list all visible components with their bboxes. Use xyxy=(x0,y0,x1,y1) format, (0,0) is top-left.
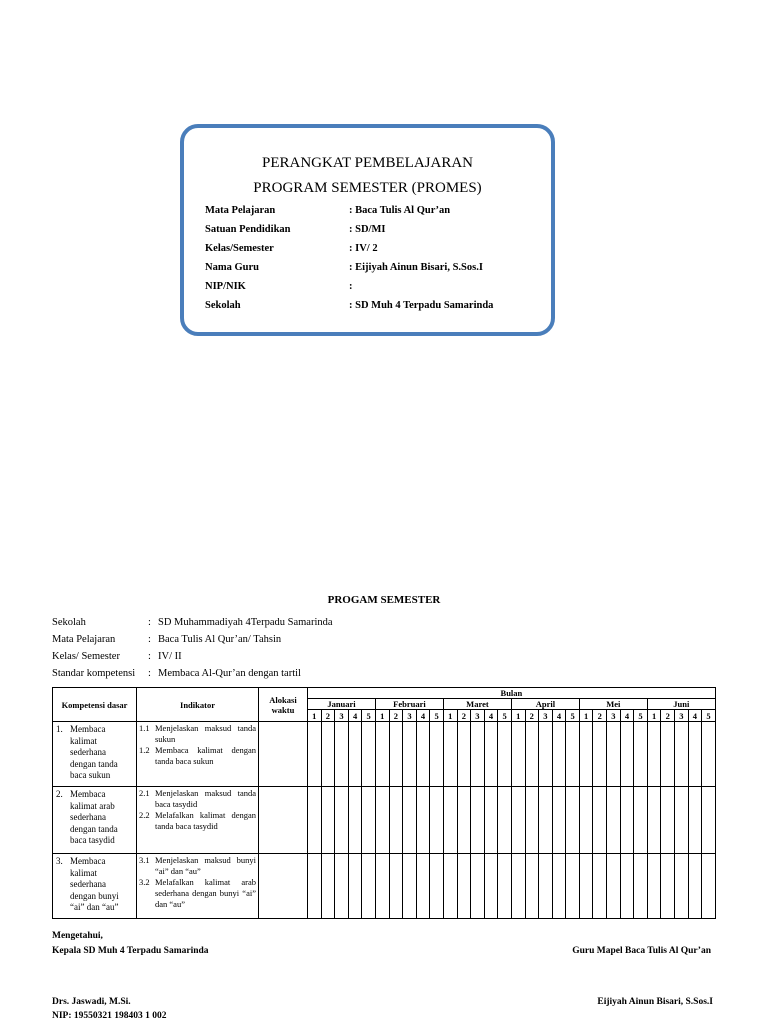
alokasi-cell xyxy=(259,787,308,854)
kompetensi-text: Membaca kalimat arab sederhana dengan tanda baca tasydid xyxy=(70,789,118,845)
indikator-text: Menjelaskan maksud tanda baca tasydid xyxy=(155,788,256,809)
week-cell xyxy=(620,787,634,854)
indikator-item xyxy=(139,877,256,910)
info-row-standar-kompetensi xyxy=(52,668,333,685)
kompetensi-cell xyxy=(53,854,137,919)
week-cell xyxy=(335,722,349,787)
week-cell xyxy=(607,787,621,854)
indikator-text: Melafalkan kalimat dengan tanda baca tasydid xyxy=(155,810,256,831)
week-header: 2 xyxy=(321,710,335,722)
col-alokasi-header: Alokasi waktu xyxy=(259,688,308,722)
week-cell xyxy=(525,854,539,919)
week-header: 3 xyxy=(335,710,349,722)
info-row-sekolah xyxy=(52,617,333,634)
week-cell xyxy=(403,787,417,854)
cover-row-sekolah xyxy=(205,300,493,319)
indikator-number: 3.1 xyxy=(139,855,150,865)
week-cell xyxy=(321,854,335,919)
week-cell xyxy=(308,854,322,919)
cover-info xyxy=(205,205,493,319)
info-value: IV/ II xyxy=(158,651,182,662)
kepala-name: Drs. Jaswadi, M.Si. xyxy=(52,997,131,1007)
week-cell xyxy=(688,722,702,787)
week-cell xyxy=(579,787,593,854)
week-cell xyxy=(416,854,430,919)
week-cell xyxy=(443,787,457,854)
month-header: Juni xyxy=(647,699,715,710)
cover-label: Nama Guru xyxy=(205,262,259,273)
week-cell xyxy=(593,722,607,787)
info-label: Standar kompetensi xyxy=(52,668,136,679)
indikator-item xyxy=(139,723,256,745)
indikator-text: Menjelaskan maksud tanda sukun xyxy=(155,723,256,744)
info-label: Kelas/ Semester xyxy=(52,651,120,662)
week-header: 5 xyxy=(634,710,648,722)
info-separator: : xyxy=(148,634,151,645)
week-cell xyxy=(647,787,661,854)
cover-label: Mata Pelajaran xyxy=(205,205,276,216)
program-heading: PROGAM SEMESTER xyxy=(327,594,441,606)
info-value: Membaca Al-Qur’an dengan tartil xyxy=(158,668,301,679)
week-cell xyxy=(620,854,634,919)
kompetensi-text: Membaca kalimat sederhana dengan tanda baca sukun xyxy=(70,724,118,780)
week-cell xyxy=(498,787,512,854)
indikator-text: Menjelaskan maksud bunyi “ai” dan “au” xyxy=(155,855,256,876)
guru-name: Eijiyah Ainun Bisari, S.Sos.I xyxy=(597,997,713,1007)
week-cell xyxy=(593,787,607,854)
indikator-item xyxy=(139,745,256,767)
week-cell xyxy=(335,787,349,854)
info-label: Sekolah xyxy=(52,617,86,628)
week-header: 2 xyxy=(457,710,471,722)
kompetensi-cell xyxy=(53,722,137,787)
cover-label: NIP/NIK xyxy=(205,281,246,292)
week-cell xyxy=(348,787,362,854)
cover-value: : xyxy=(349,281,353,292)
week-cell xyxy=(321,722,335,787)
week-cell xyxy=(348,722,362,787)
week-cell xyxy=(579,722,593,787)
cover-row-nama-guru xyxy=(205,262,493,281)
week-cell xyxy=(552,722,566,787)
week-cell xyxy=(688,787,702,854)
week-header: 3 xyxy=(539,710,553,722)
week-header: 3 xyxy=(607,710,621,722)
week-cell xyxy=(457,854,471,919)
info-label: Mata Pelajaran xyxy=(52,634,116,645)
indikator-item xyxy=(139,810,256,832)
week-cell xyxy=(702,854,716,919)
table-row xyxy=(53,722,716,787)
week-cell xyxy=(566,854,580,919)
month-header: Mei xyxy=(579,699,647,710)
week-cell xyxy=(498,722,512,787)
week-cell xyxy=(661,787,675,854)
cover-value: : SD/MI xyxy=(349,224,386,235)
week-cell xyxy=(335,854,349,919)
week-cell xyxy=(403,854,417,919)
kompetensi-number: 2. xyxy=(56,789,63,799)
month-header: Februari xyxy=(375,699,443,710)
week-cell xyxy=(702,787,716,854)
week-header: 4 xyxy=(484,710,498,722)
week-header: 3 xyxy=(403,710,417,722)
week-header: 5 xyxy=(362,710,376,722)
cover-row-kelas-semester xyxy=(205,243,493,262)
week-cell xyxy=(552,854,566,919)
week-cell xyxy=(539,854,553,919)
week-cell xyxy=(430,787,444,854)
week-cell xyxy=(362,787,376,854)
month-header: Maret xyxy=(443,699,511,710)
week-cell xyxy=(308,722,322,787)
week-cell xyxy=(471,854,485,919)
info-value: SD Muhammadiyah 4Terpadu Samarinda xyxy=(158,617,333,628)
kepala-nip: NIP: 19550321 198403 1 002 xyxy=(52,1011,167,1021)
week-cell xyxy=(634,787,648,854)
cover-label: Sekolah xyxy=(205,300,241,311)
week-cell xyxy=(348,854,362,919)
week-cell xyxy=(634,854,648,919)
month-header: April xyxy=(511,699,579,710)
cover-value: : Eijiyah Ainun Bisari, S.Sos.I xyxy=(349,262,483,273)
program-table xyxy=(52,687,716,919)
week-cell xyxy=(675,854,689,919)
week-header: 1 xyxy=(647,710,661,722)
week-cell xyxy=(675,787,689,854)
week-header: 3 xyxy=(675,710,689,722)
kompetensi-number: 1. xyxy=(56,724,63,734)
week-cell xyxy=(389,787,403,854)
cover-label: Kelas/Semester xyxy=(205,243,274,254)
week-cell xyxy=(579,854,593,919)
week-cell xyxy=(525,787,539,854)
week-cell xyxy=(539,722,553,787)
week-header: 2 xyxy=(389,710,403,722)
week-cell xyxy=(688,854,702,919)
mengetahui-label: Mengetahui, xyxy=(52,931,103,941)
week-cell xyxy=(430,722,444,787)
week-header: 1 xyxy=(511,710,525,722)
info-separator: : xyxy=(148,651,151,662)
kompetensi-text: Membaca kalimat sederhana dengan bunyi “ai” dan “au” xyxy=(70,856,119,912)
week-header: 4 xyxy=(688,710,702,722)
week-cell xyxy=(634,722,648,787)
week-cell xyxy=(457,787,471,854)
cover-box xyxy=(180,124,555,336)
week-cell xyxy=(416,787,430,854)
week-cell xyxy=(607,854,621,919)
indikator-cell xyxy=(137,722,259,787)
alokasi-cell xyxy=(259,722,308,787)
week-header: 1 xyxy=(308,710,322,722)
indikator-item xyxy=(139,788,256,810)
indikator-text: Melafalkan kalimat arab sederhana dengan bunyi “ai” dan “au” xyxy=(155,877,256,909)
kompetensi-number: 3. xyxy=(56,856,63,866)
week-cell xyxy=(389,854,403,919)
week-cell xyxy=(511,854,525,919)
week-cell xyxy=(525,722,539,787)
week-cell xyxy=(443,722,457,787)
week-cell xyxy=(362,722,376,787)
week-cell xyxy=(620,722,634,787)
week-header: 4 xyxy=(348,710,362,722)
week-header: 1 xyxy=(443,710,457,722)
indikator-number: 3.2 xyxy=(139,877,150,887)
week-header: 1 xyxy=(579,710,593,722)
week-header: 5 xyxy=(430,710,444,722)
cover-title: PERANGKAT PEMBELAJARAN xyxy=(262,155,473,171)
week-cell xyxy=(511,722,525,787)
week-cell xyxy=(661,722,675,787)
info-separator: : xyxy=(148,617,151,628)
week-header: 4 xyxy=(620,710,634,722)
col-bulan-header: Bulan xyxy=(308,688,716,699)
week-cell xyxy=(566,722,580,787)
cover-row-mata-pelajaran xyxy=(205,205,493,224)
week-cell xyxy=(443,854,457,919)
week-cell xyxy=(647,854,661,919)
week-cell xyxy=(321,787,335,854)
cover-value: : SD Muh 4 Terpadu Samarinda xyxy=(349,300,494,311)
guru-title: Guru Mapel Baca Tulis Al Qur’an xyxy=(572,946,711,956)
cover-row-satuan-pendidikan xyxy=(205,224,493,243)
indikator-number: 1.1 xyxy=(139,723,150,733)
week-cell xyxy=(484,722,498,787)
indikator-number: 2.2 xyxy=(139,810,150,820)
info-value: Baca Tulis Al Qur’an/ Tahsin xyxy=(158,634,282,645)
indikator-item xyxy=(139,855,256,877)
week-cell xyxy=(484,787,498,854)
week-header: 1 xyxy=(375,710,389,722)
week-cell xyxy=(498,854,512,919)
info-row-mata-pelajaran xyxy=(52,634,333,651)
week-header: 4 xyxy=(552,710,566,722)
week-cell xyxy=(511,787,525,854)
cover-row-nip xyxy=(205,281,493,300)
col-kompetensi-header: Kompetensi dasar xyxy=(53,688,137,722)
week-cell xyxy=(593,854,607,919)
week-cell xyxy=(675,722,689,787)
info-separator: : xyxy=(148,668,151,679)
week-header: 2 xyxy=(661,710,675,722)
indikator-number: 1.2 xyxy=(139,745,150,755)
week-cell xyxy=(471,722,485,787)
week-cell xyxy=(389,722,403,787)
week-header: 3 xyxy=(471,710,485,722)
indikator-number: 2.1 xyxy=(139,788,150,798)
week-cell xyxy=(416,722,430,787)
week-cell xyxy=(661,854,675,919)
alokasi-cell xyxy=(259,854,308,919)
table-row xyxy=(53,854,716,919)
week-cell xyxy=(647,722,661,787)
week-cell xyxy=(484,854,498,919)
week-header: 5 xyxy=(498,710,512,722)
program-info xyxy=(52,617,333,685)
week-cell xyxy=(308,787,322,854)
week-cell xyxy=(375,787,389,854)
week-header: 2 xyxy=(593,710,607,722)
week-cell xyxy=(362,854,376,919)
week-header: 5 xyxy=(702,710,716,722)
cover-value: : IV/ 2 xyxy=(349,243,378,254)
table-row xyxy=(53,787,716,854)
week-cell xyxy=(375,854,389,919)
cover-subtitle: PROGRAM SEMESTER (PROMES) xyxy=(253,180,482,196)
week-header: 4 xyxy=(416,710,430,722)
week-cell xyxy=(403,722,417,787)
week-cell xyxy=(566,787,580,854)
cover-value: : Baca Tulis Al Qur’an xyxy=(349,205,451,216)
cover-label: Satuan Pendidikan xyxy=(205,224,291,235)
week-cell xyxy=(539,787,553,854)
week-cell xyxy=(607,722,621,787)
indikator-text: Membaca kalimat dengan tanda baca sukun xyxy=(155,745,256,766)
week-cell xyxy=(471,787,485,854)
kompetensi-cell xyxy=(53,787,137,854)
kepala-title: Kepala SD Muh 4 Terpadu Samarinda xyxy=(52,946,209,956)
info-row-kelas-semester xyxy=(52,651,333,668)
week-cell xyxy=(702,722,716,787)
indikator-cell xyxy=(137,854,259,919)
week-header: 5 xyxy=(566,710,580,722)
week-cell xyxy=(375,722,389,787)
week-cell xyxy=(430,854,444,919)
week-cell xyxy=(552,787,566,854)
col-indikator-header: Indikator xyxy=(137,688,259,722)
week-header: 2 xyxy=(525,710,539,722)
week-cell xyxy=(457,722,471,787)
indikator-cell xyxy=(137,787,259,854)
month-header: Januari xyxy=(308,699,376,710)
